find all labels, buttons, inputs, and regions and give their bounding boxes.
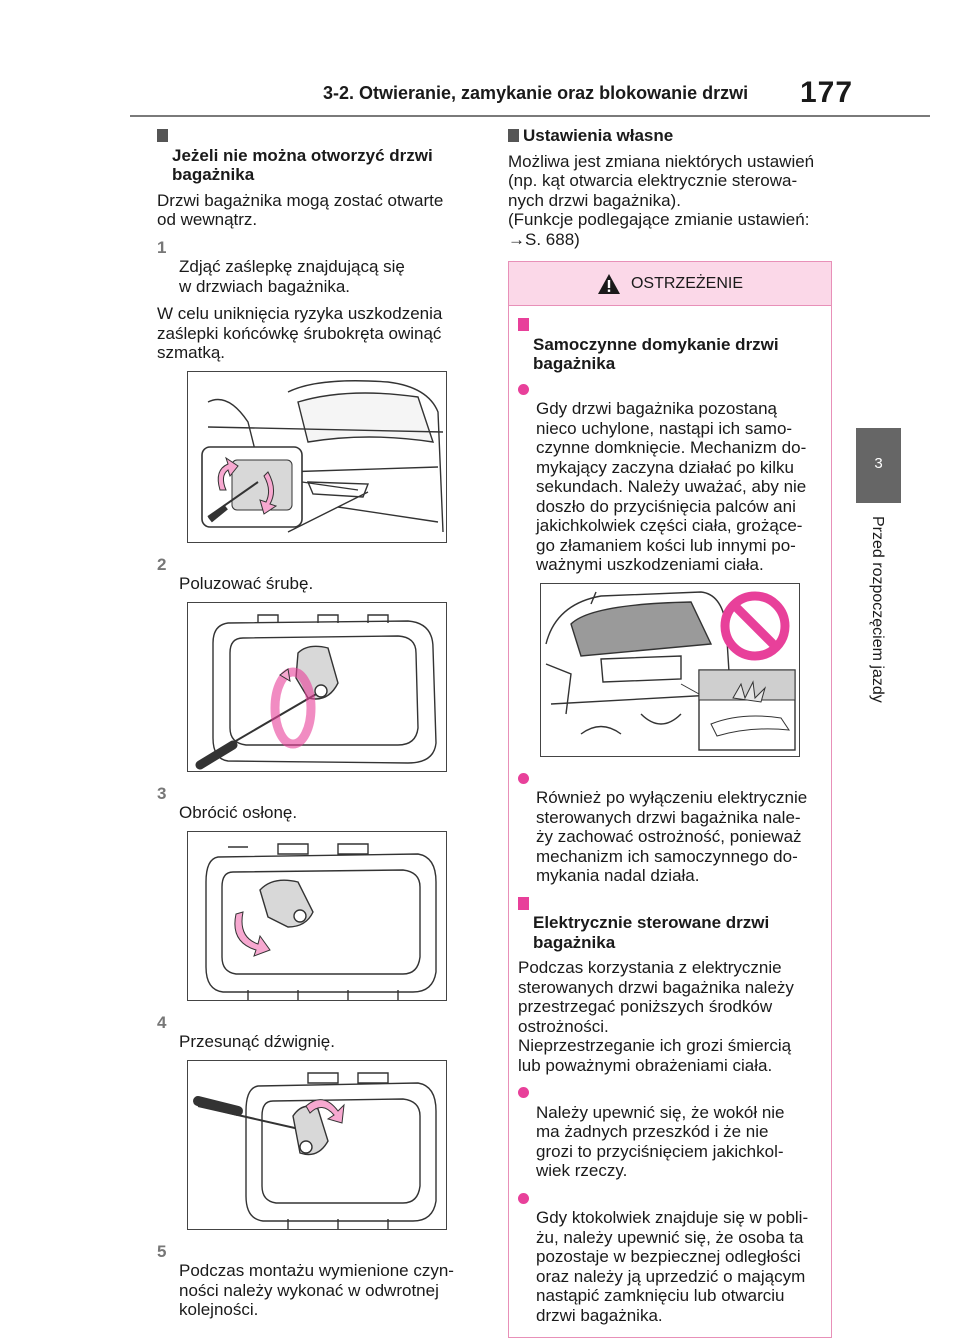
section-heading-trunk-open: Jeżeli nie można otworzyć drzwi bagażnika: [157, 126, 487, 185]
header-divider: [130, 115, 930, 117]
step-number: 4: [157, 1012, 167, 1032]
step-number: 2: [157, 554, 167, 574]
chapter-number: 3: [874, 455, 883, 472]
intro-paragraph: Drzwi bagażnika mogą zostać otwarte od wewnątrz.: [157, 190, 444, 229]
figure-loosen-screw: [187, 602, 447, 772]
figure-finger-pinch: [540, 583, 800, 757]
step-1-note: W celu uniknięcia ryzyka uszkodzenia zaślepki końcówkę śrubokręta owinąć szmatką.: [157, 304, 443, 362]
section-square-icon: [157, 129, 168, 142]
page-number: 177: [800, 76, 854, 109]
right-column: [508, 126, 838, 1338]
figure-remove-cover: [187, 371, 447, 543]
warning-bullet: Gdy ktokolwiek znajduje się w pobli- żu, należy upewnić się, że osoba ta pozostaje w bezpiecznej odległości oraz należy ją uprzedzić o mającym nastąpić zamknięciu lub otwarciu drzwi bagażnika.: [518, 1189, 823, 1326]
step-number: 1: [157, 237, 167, 257]
page-header-title: 3-2. Otwieranie, zamykanie oraz blokowanie drzwi: [323, 83, 749, 103]
warning-bullet: Gdy drzwi bagażnika pozostaną nieco uchylone, nastąpi ich samo- czynne domknięcie. Mechanizm do- mykający zaczyna działać po kilku sekundach. Należy uważać, aby nie doszło do przyciśnięcia palców ani jakichkolwiek części ciała, grożące- go złamaniem kości lub innymi po- ważnymi uszkodzeniami ciała.: [518, 380, 823, 575]
warning-triangle-icon: [597, 273, 621, 295]
prohibition-icon: [725, 596, 785, 656]
step-5: 5 Podczas montażu wymienione czyn- ności należy wykonać w odwrotnej kolejności.: [157, 1241, 454, 1319]
warning-header: [509, 262, 831, 306]
left-column: [157, 126, 487, 1328]
step-4: 4 Przesunąć dźwignię.: [157, 1012, 335, 1051]
warning-heading-power-door: Elektrycznie sterowane drzwi bagażnika: [518, 894, 823, 953]
step-number: 3: [157, 783, 167, 803]
section-heading-custom-settings: Ustawienia własne: [508, 126, 838, 146]
custom-settings-paragraph: Możliwa jest zmiana niektórych ustawień (np. kąt otwarcia elektrycznie sterowa- nych drzwi bagażnika). (Funkcje podlegające zmianie ustawień: →S. 688): [508, 151, 815, 249]
warning-bullet: Należy upewnić się, że wokół nie ma żadnych przeszkód i że nie grozi to przyciśnięciem jakichkol- wiek rzeczy.: [518, 1083, 823, 1181]
step-1: 1 Zdjąć zaślepkę znajdującą się w drzwiach bagażnika.: [157, 237, 405, 296]
section-square-icon: [518, 318, 529, 331]
power-door-paragraph: Podczas korzystania z elektrycznie sterowanych drzwi bagażnika należy przestrzegać poniższych środków ostrożności. Nieprzestrzeganie ich grozi śmiercią lub poważnymi obrażeniami ciała.: [518, 958, 794, 1075]
warning-bullet: Również po wyłączeniu elektrycznie sterowanych drzwi bagażnika nale- ży zachować ostrożność, ponieważ mechanizm ich samoczynnego do- mykania nadal działa.: [518, 769, 823, 886]
warning-heading-auto-close: Samoczynne domykanie drzwi bagażnika: [518, 315, 823, 374]
bullet-dot-icon: [518, 1193, 529, 1204]
warning-title: OSTRZEŻENIE: [630, 274, 743, 292]
bullet-dot-icon: [518, 1087, 529, 1098]
chapter-label: Przed rozpoczęciem jazdy: [869, 516, 886, 703]
warning-body: [509, 306, 831, 1337]
bullet-dot-icon: [518, 773, 529, 784]
step-3: 3 Obrócić osłonę.: [157, 783, 298, 822]
figure-rotate-cover: [187, 831, 447, 1001]
section-square-icon: [518, 897, 529, 910]
step-number: 5: [157, 1241, 167, 1261]
bullet-dot-icon: [518, 384, 529, 395]
section-square-icon: [508, 129, 519, 142]
step-2: 2 Poluzować śrubę.: [157, 554, 314, 593]
figure-slide-lever: [187, 1060, 447, 1230]
warning-box: [508, 261, 832, 1338]
